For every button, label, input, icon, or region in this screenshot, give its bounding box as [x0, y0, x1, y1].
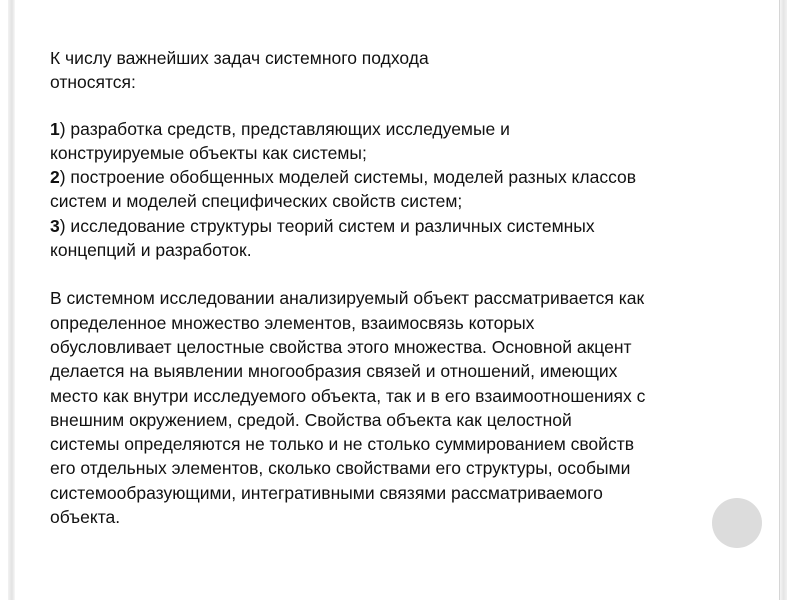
left-border-decoration — [8, 0, 15, 600]
paragraph-line: определенное множество элементов, взаимосвязь которых — [50, 312, 535, 333]
paragraph-line: место как внутри исследуемого объекта, так и в его взаимоотношениях с — [50, 385, 646, 406]
task-item — [50, 214, 760, 263]
task-number: 3 — [50, 215, 60, 236]
task-text: ) разработка средств, представляющих исследуемые и — [59, 118, 510, 139]
task-number: 1 — [50, 118, 60, 139]
paragraph-line: внешним окружением, средой. Свойства объекта как целостной — [50, 409, 572, 430]
task-line — [50, 165, 760, 189]
task-item — [50, 117, 760, 166]
task-line: конструируемые объекты как системы; — [50, 142, 367, 163]
task-line: систем и моделей специфических свойств систем; — [50, 191, 463, 212]
paragraph-line: делается на выявлении многообразия связей и отношений, имеющих — [50, 361, 618, 382]
title-line: К числу важнейших задач системного подхода — [50, 48, 429, 68]
task-line — [50, 214, 760, 238]
task-text: ) построение обобщенных моделей системы, моделей разных классов — [59, 167, 637, 188]
paragraph-line: его отдельных элементов, сколько свойствами его структуры, особыми — [50, 458, 631, 479]
paragraph-line: В системном исследовании анализируемый объект рассматривается как — [50, 288, 645, 309]
decorative-circle — [712, 498, 762, 548]
task-item — [50, 165, 760, 214]
paragraph-line: системообразующими, интегративными связями рассматриваемого — [50, 482, 603, 503]
paragraph-line: обусловливает целостные свойства этого множества. Основной акцент — [50, 336, 632, 357]
right-border-decoration — [779, 0, 787, 600]
tasks-list — [50, 117, 760, 263]
slide-title — [50, 46, 760, 95]
paragraph-line: системы определяются не только и не столько суммированием свойств — [50, 434, 635, 455]
task-line — [50, 117, 760, 141]
paragraph-line: объекта. — [50, 507, 121, 528]
task-number: 2 — [50, 167, 60, 188]
task-line: концепций и разработок. — [50, 240, 252, 261]
task-text: ) исследование структуры теорий систем и различных системных — [59, 215, 595, 236]
title-line: относятся: — [50, 72, 136, 93]
body-paragraph — [50, 286, 760, 529]
slide-content — [50, 46, 760, 529]
